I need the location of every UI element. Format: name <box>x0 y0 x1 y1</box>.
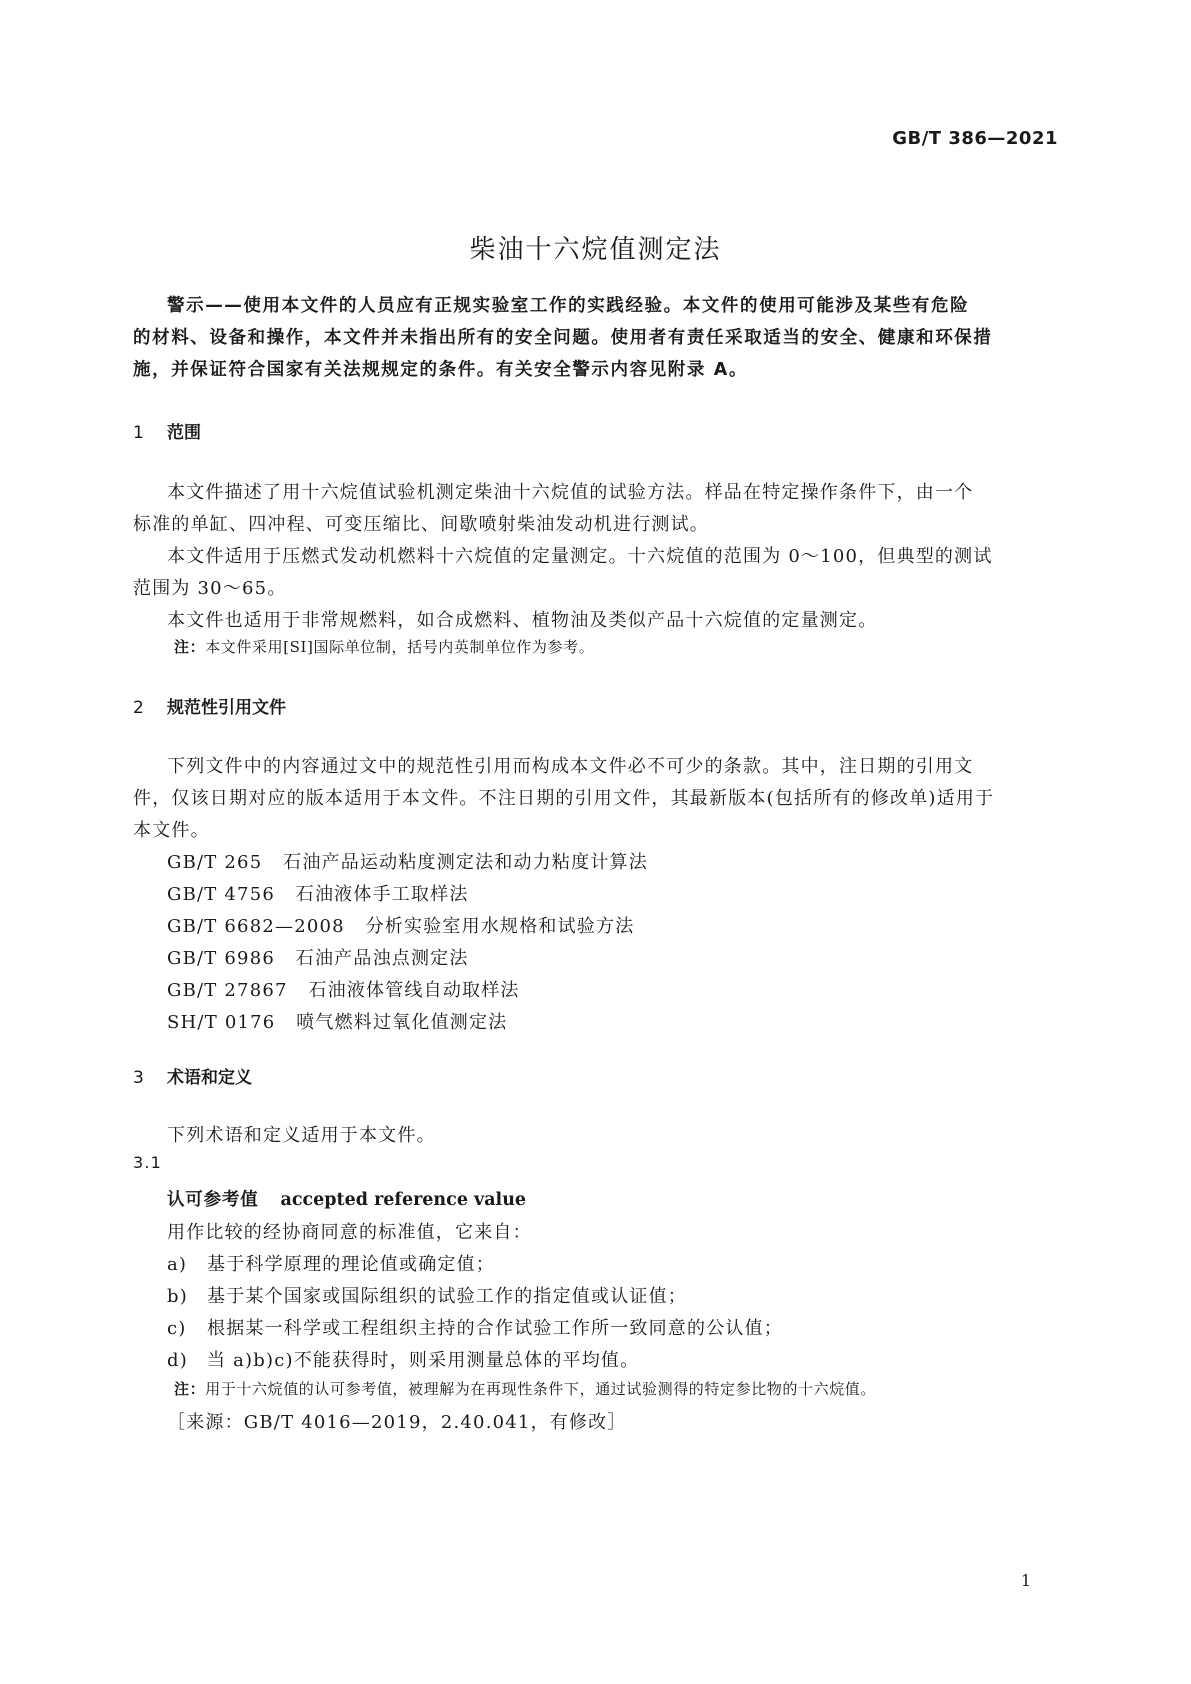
reference-code: GB/T 265 <box>167 852 263 873</box>
section-number: 2 <box>133 698 144 718</box>
section-heading-scope <box>133 418 201 443</box>
note-text: 用于十六烷值的认可参考值，被理解为在再现性条件下，通过试验测得的特定参比物的十六烷值。 <box>205 1380 877 1398</box>
list-marker: b) <box>167 1286 188 1307</box>
reference-item <box>167 848 648 874</box>
list-item <box>167 1346 639 1372</box>
list-text: 基于某个国家或国际组织的试验工作的指定值或认证值； <box>207 1286 687 1307</box>
list-item <box>167 1250 495 1276</box>
note-label: 注： <box>174 638 206 656</box>
reference-title: 石油产品运动粘度测定法和动力粘度计算法 <box>283 852 648 873</box>
reference-item <box>167 976 520 1002</box>
paragraph-line: 下列术语和定义适用于本文件。 <box>167 1125 436 1146</box>
reference-title: 石油液体管线自动取样法 <box>308 980 520 1001</box>
reference-code: SH/T 0176 <box>167 1012 276 1033</box>
note <box>174 636 594 657</box>
reference-item <box>167 912 634 938</box>
paragraph-line: 本文件适用于压燃式发动机燃料十六烷值的定量测定。十六烷值的范围为 0～100，但典型的测试 <box>167 546 993 567</box>
paragraph-line: 范围为 30～65。 <box>133 578 287 599</box>
section-number: 3 <box>133 1068 144 1088</box>
warning-line: 施，并保证符合国家有关法规规定的条件。有关安全警示内容见附录 A。 <box>133 360 748 380</box>
paragraph-line: 件，仅该日期对应的版本适用于本文件。不注日期的引用文件，其最新版本(包括所有的修改单)适用于 <box>133 788 995 809</box>
warning-line: 的材料、设备和操作，本文件并未指出所有的安全问题。使用者有责任采取适当的安全、健康和环保措 <box>133 328 993 348</box>
reference-code: GB/T 6986 <box>167 948 276 969</box>
term-definition: 用作比较的经协商同意的标准值，它来自： <box>167 1222 532 1243</box>
standard-code: GB/T 386—2021 <box>892 128 1058 149</box>
reference-item <box>167 880 469 906</box>
note-text: 本文件采用[SI]国际单位制，括号内英制单位作为参考。 <box>205 638 595 656</box>
list-text: 根据某一科学或工程组织主持的合作试验工作所一致同意的公认值； <box>207 1318 783 1339</box>
section-title: 范围 <box>167 423 201 443</box>
section-title: 术语和定义 <box>167 1068 252 1088</box>
list-marker: a) <box>167 1254 188 1275</box>
list-item <box>167 1282 687 1308</box>
list-text: 当 a)b)c)不能获得时，则采用测量总体的平均值。 <box>207 1350 640 1371</box>
note <box>174 1378 876 1399</box>
list-marker: d) <box>167 1350 188 1371</box>
reference-item <box>167 944 469 970</box>
term-heading <box>167 1186 526 1211</box>
paragraph-line: 标准的单缸、四冲程、可变压缩比、间歇喷射柴油发动机进行测试。 <box>133 514 709 535</box>
section-number: 1 <box>133 423 144 443</box>
term-en: accepted reference value <box>280 1190 527 1210</box>
section-heading-terms-definitions <box>133 1063 252 1088</box>
source-citation: ［来源：GB/T 4016—2019，2.40.041，有修改］ <box>167 1412 627 1433</box>
section-heading-normative-references <box>133 693 286 718</box>
paragraph-line: 本文件描述了用十六烷值试验机测定柴油十六烷值的试验方法。样品在特定操作条件下，由一个 <box>167 482 974 503</box>
reference-code: GB/T 6682—2008 <box>167 916 345 937</box>
reference-title: 石油液体手工取样法 <box>295 884 469 905</box>
page-number: 1 <box>1020 1571 1031 1590</box>
list-text: 基于科学原理的理论值或确定值； <box>207 1254 495 1275</box>
paragraph-line: 本文件也适用于非常规燃料，如合成燃料、植物油及类似产品十六烷值的定量测定。 <box>167 610 878 631</box>
term-number: 3.1 <box>133 1153 163 1172</box>
reference-code: GB/T 27867 <box>167 980 288 1001</box>
reference-item <box>167 1008 507 1034</box>
list-item <box>167 1314 783 1340</box>
term-zh: 认可参考值 <box>167 1190 259 1210</box>
paragraph-line: 下列文件中的内容通过文中的规范性引用而构成本文件必不可少的条款。其中，注日期的引用文 <box>167 756 974 777</box>
section-title: 规范性引用文件 <box>167 698 286 718</box>
reference-code: GB/T 4756 <box>167 884 276 905</box>
list-marker: c) <box>167 1318 187 1339</box>
reference-title: 喷气燃料过氧化值测定法 <box>296 1012 508 1033</box>
paragraph-line: 本文件。 <box>133 820 210 841</box>
note-label: 注： <box>174 1380 206 1398</box>
reference-title: 分析实验室用水规格和试验方法 <box>365 916 635 937</box>
warning-line: 警示——使用本文件的人员应有正规实验室工作的实践经验。本文件的使用可能涉及某些有危险 <box>167 296 970 316</box>
document-title: 柴油十六烷值测定法 <box>469 235 722 265</box>
reference-title: 石油产品浊点测定法 <box>295 948 469 969</box>
